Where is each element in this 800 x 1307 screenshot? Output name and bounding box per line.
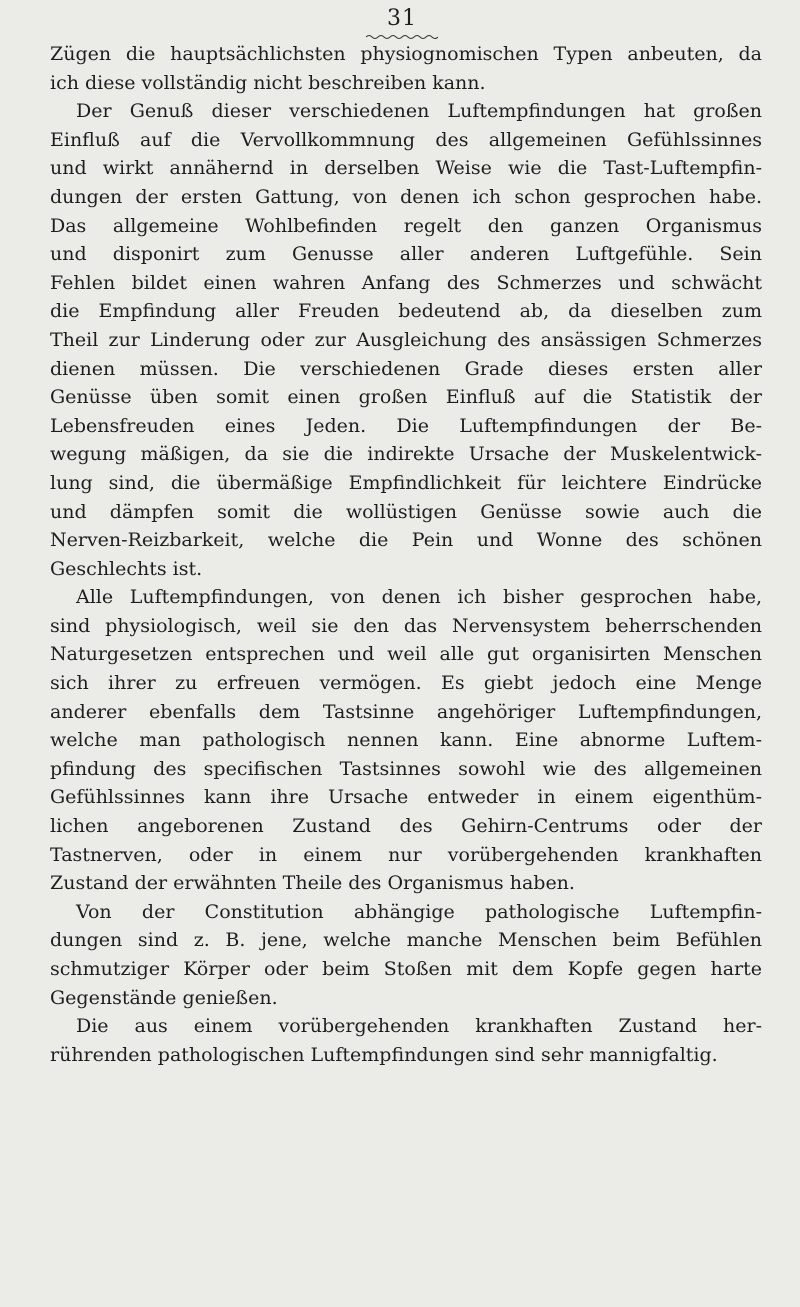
text-line: Alle Luftempfindungen, von denen ich bisher gesprochen habe, (76, 586, 762, 609)
text-line: Zustand der erwähnten Theile des Organismus haben. (50, 872, 575, 895)
text-line: rührenden pathologischen Luftempfindungen sind sehr mannigfaltig. (50, 1043, 718, 1066)
text-line: Theil zur Linderung oder zur Ausgleichung des ansässigen Schmerzes (50, 328, 762, 351)
text-line: welche man pathologisch nennen kann. Eine abnorme Luftem- (50, 729, 762, 752)
text-line: Zügen die hauptsächlichsten physiognomischen Typen anbeuten, da (50, 43, 762, 65)
text-line: dienen müssen. Die verschiedenen Grade dieses ersten aller (50, 357, 762, 380)
text-line: Genüsse üben somit einen großen Einfluß auf die Statistik der (50, 386, 762, 409)
text-line: Der Genuß dieser verschiedenen Luftempfindungen hat großen (76, 100, 762, 123)
text-line: Das allgemeine Wohlbefinden regelt den ganzen Organismus (50, 214, 762, 237)
text-line: Gefühlssinnes kann ihre Ursache entweder in einem eigenthüm- (50, 786, 762, 809)
text-line: Nerven-Reizbarkeit, welche die Pein und Wonne des schönen (50, 529, 762, 552)
text-line: ich diese vollständig nicht beschreiben kann. (50, 71, 486, 94)
text-line: Tastnerven, oder in einem nur vorübergehenden krankhaften (50, 843, 762, 866)
text-line: Lebensfreuden eines Jeden. Die Luftempfindungen der Be- (50, 414, 762, 437)
page-number: 31 (387, 6, 417, 31)
text-line: lichen angeborenen Zustand des Gehirn-Centrums oder der (50, 815, 762, 838)
text-line: und wirkt annähernd in derselben Weise wie die Tast-Luftempfin- (50, 157, 762, 180)
text-line: dungen der ersten Gattung, von denen ich schon gesprochen habe. (50, 185, 762, 208)
text-line: dungen sind z. B. jene, welche manche Menschen beim Befühlen (50, 929, 762, 952)
text-line: sich ihrer zu erfreuen vermögen. Es giebt jedoch eine Menge (50, 672, 762, 695)
body-text (50, 40, 762, 1069)
text-line: die Empfindung aller Freuden bedeutend ab, da dieselben zum (50, 300, 762, 323)
text-line: pfindung des specifischen Tastsinnes sowohl wie des allgemeinen (50, 757, 762, 780)
text-line: Einfluß auf die Vervollkommnung des allgemeinen Gefühlssinnes (50, 128, 762, 151)
text-line: anderer ebenfalls dem Tastsinne angehöriger Luftempfindungen, (50, 700, 762, 723)
text-line: schmutziger Körper oder beim Stoßen mit dem Kopfe gegen harte (50, 958, 762, 980)
text-line: und dämpfen somit die wollüstigen Genüsse sowie auch die (50, 500, 762, 523)
text-line: und disponirt zum Genusse aller anderen Luftgefühle. Sein (50, 243, 762, 266)
text-line: sind physiologisch, weil sie den das Nervensystem beherrschenden (50, 614, 762, 637)
text-line: Die aus einem vorübergehenden krankhaften Zustand her- (76, 1015, 762, 1038)
text-line: Geschlechts ist. (50, 557, 203, 580)
text-line: lung sind, die übermäßige Empfindlichkeit für leichtere Eindrücke (50, 471, 762, 494)
text-line: Von der Constitution abhängige pathologische Luftempfin- (76, 900, 762, 923)
text-line: Naturgesetzen entsprechen und weil alle gut organisirten Menschen (50, 643, 762, 666)
text-line: Gegenstände genießen. (50, 986, 278, 1009)
text-line: wegung mäßigen, da sie die indirekte Ursache der Muskelentwick- (50, 443, 762, 466)
text-line: Fehlen bildet einen wahren Anfang des Schmerzes und schwächt (50, 271, 762, 294)
